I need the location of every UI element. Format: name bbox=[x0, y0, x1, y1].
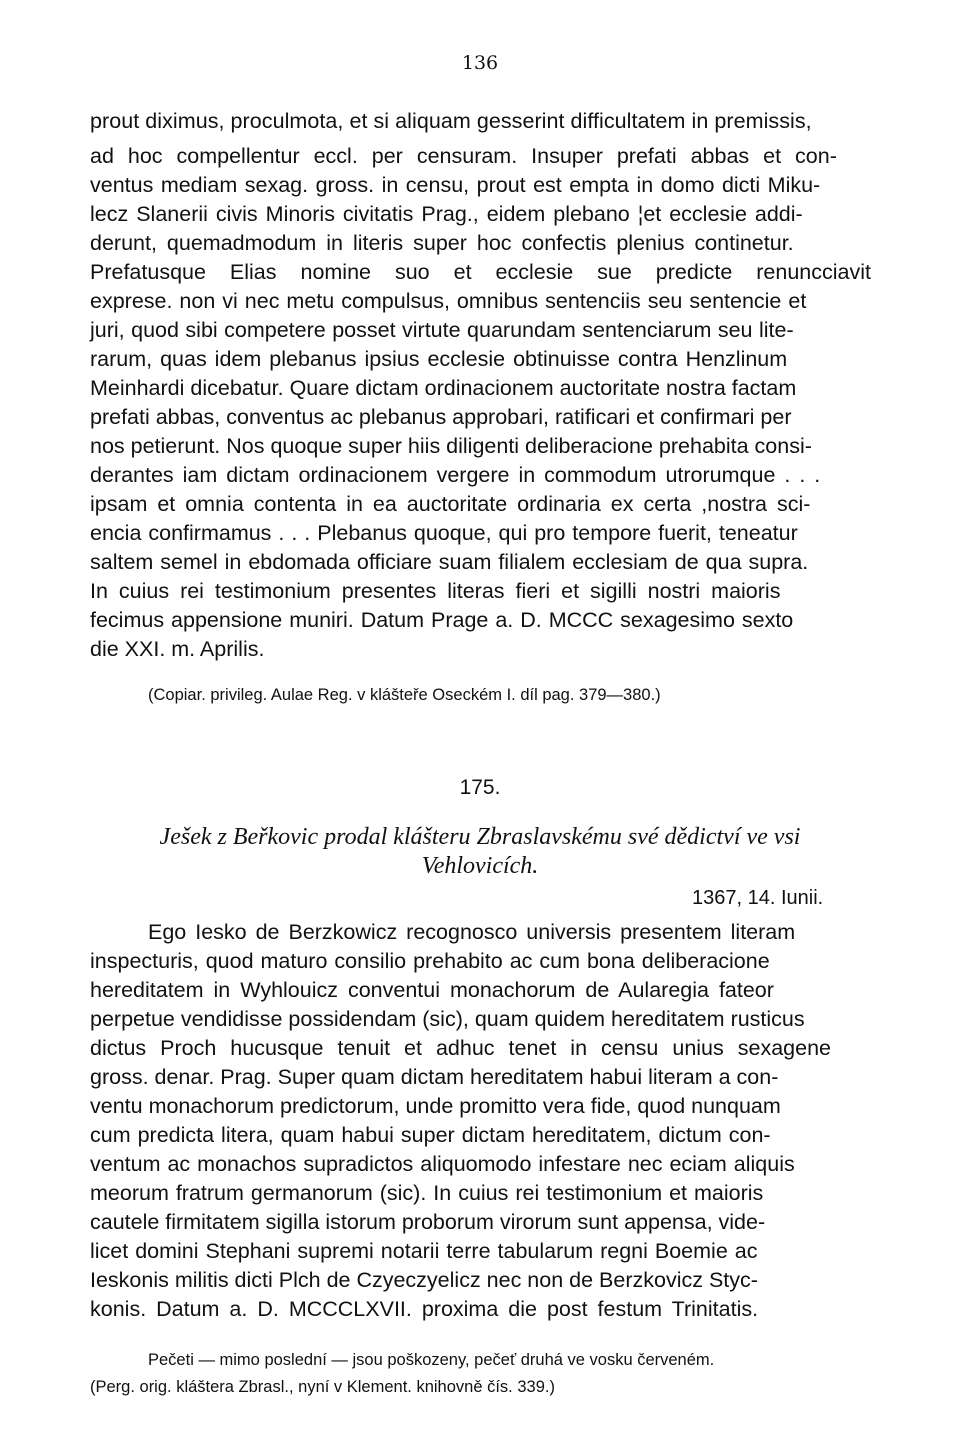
text-line: Meinhardi dicebatur. Quare dictam ordinacionem auctoritate nostra factam bbox=[90, 376, 797, 400]
document-heading-continuation: Vehlovicích. bbox=[421, 853, 539, 879]
document-date: 1367, 14. Iunii. bbox=[692, 887, 824, 909]
text-line: ad hoc compellentur eccl. per censuram. Insuper prefati abbas et con- bbox=[90, 144, 837, 168]
text-line: ventum ac monachos supradictos aliquomodo infestare nec eciam aliquis bbox=[90, 1152, 795, 1176]
text-line: Ieskonis militis dicti Plch de Czyeczyelicz nec non de Berzkovicz Styc- bbox=[90, 1268, 758, 1292]
text-line: juri, quod sibi competere posset virtute quarundam sentenciarum seu lite- bbox=[90, 318, 794, 342]
page-number: 136 bbox=[461, 52, 499, 74]
text-line: derantes iam dictam ordinacionem vergere in commodum utrorumque . . . bbox=[90, 463, 821, 487]
text-line: exprese. non vi nec metu compulsus, omnibus sentenciis seu sentencie et bbox=[90, 289, 807, 313]
text-line: die XXI. m. Aprilis. bbox=[90, 637, 265, 661]
text-line: meorum fratrum germanorum (sic). In cuius rei testimonium et maioris bbox=[90, 1181, 764, 1205]
text-line: encia confirmamus . . . Plebanus quoque, qui pro tempore fuerit, teneatur bbox=[90, 521, 798, 545]
text-line: perpetue vendidisse possidendam (sic), quam quidem hereditatem rusticus bbox=[90, 1007, 805, 1031]
text-line: derunt, quemadmodum in literis super hoc confectis plenius continetur. bbox=[90, 231, 794, 255]
text-line: ipsam et omnia contenta in ea auctoritate ordinaria ex certa ,nostra sci- bbox=[90, 492, 811, 516]
text-line: ventu monachorum predictorum, unde promitto vera fide, quod nunquam bbox=[90, 1094, 781, 1118]
text-line: inspecturis, quod maturo consilio prehabito ac cum bona deliberacione bbox=[90, 949, 770, 973]
text-line: dictus Proch hucusque tenuit et adhuc tenet in censu unius sexagene bbox=[90, 1036, 831, 1060]
document-heading: Ješek z Beřkovic prodal klášteru Zbraslavskému své dědictví ve vsi bbox=[159, 824, 801, 850]
text-line: gross. denar. Prag. Super quam dictam hereditatem habui literam a con- bbox=[90, 1065, 779, 1089]
seal-note: Pečeti — mimo poslední — jsou poškozeny, pečeť druhá ve vosku červeném. bbox=[148, 1351, 715, 1369]
text-line: cautele firmitatem sigilla istorum proborum virorum sunt appensa, vide- bbox=[90, 1210, 766, 1234]
text-line: rarum, quas idem plebanus ipsius ecclesie obtinuisse contra Henzlinum bbox=[90, 347, 788, 371]
source-citation: (Perg. orig. kláštera Zbrasl., nyní v Klement. knihovně čís. 339.) bbox=[90, 1378, 555, 1396]
text-line: hereditatem in Wyhlouicz conventui monachorum de Aularegia fateor bbox=[90, 978, 774, 1002]
text-line: lecz Slanerii civis Minoris civitatis Prag., eidem plebano ¦et ecclesie addi- bbox=[90, 202, 803, 226]
text-line: Ego Iesko de Berzkowicz recognosco universis presentem literam bbox=[148, 920, 796, 944]
text-line: nos petierunt. Nos quoque super hiis diligenti deliberacione prehabita consi- bbox=[90, 434, 812, 458]
text-line: prefati abbas, conventus ac plebanus approbari, ratificari et confirmari per bbox=[90, 405, 792, 429]
text-line: cum predicta litera, quam habui super dictam hereditatem, dictum con- bbox=[90, 1123, 771, 1147]
text-line: In cuius rei testimonium presentes literas fieri et sigilli nostri maioris bbox=[90, 579, 781, 603]
text-line: licet domini Stephani supremi notarii terre tabularum regni Boemie ac bbox=[90, 1239, 758, 1263]
document-number: 175. bbox=[459, 776, 501, 799]
text-line: Prefatusque Elias nomine suo et ecclesie sue predicte renuncciavit bbox=[90, 260, 871, 284]
text-line: saltem semel in ebdomada officiare suam filialem ecclesiam de qua supra. bbox=[90, 550, 809, 574]
source-citation: (Copiar. privileg. Aulae Reg. v klášteře Oseckém I. díl pag. 379—380.) bbox=[148, 686, 661, 704]
text-line: ventus mediam sexag. gross. in censu, prout est empta in domo dicti Miku- bbox=[90, 173, 821, 197]
text-line: fecimus appensione muniri. Datum Prage a. D. MCCC sexagesimo sexto bbox=[90, 608, 794, 632]
text-line: prout diximus, proculmota, et si aliquam gesserint difficultatem in premissis, bbox=[90, 109, 812, 133]
text-line: konis. Datum a. D. MCCCLXVII. proxima die post festum Trinitatis. bbox=[90, 1297, 759, 1321]
